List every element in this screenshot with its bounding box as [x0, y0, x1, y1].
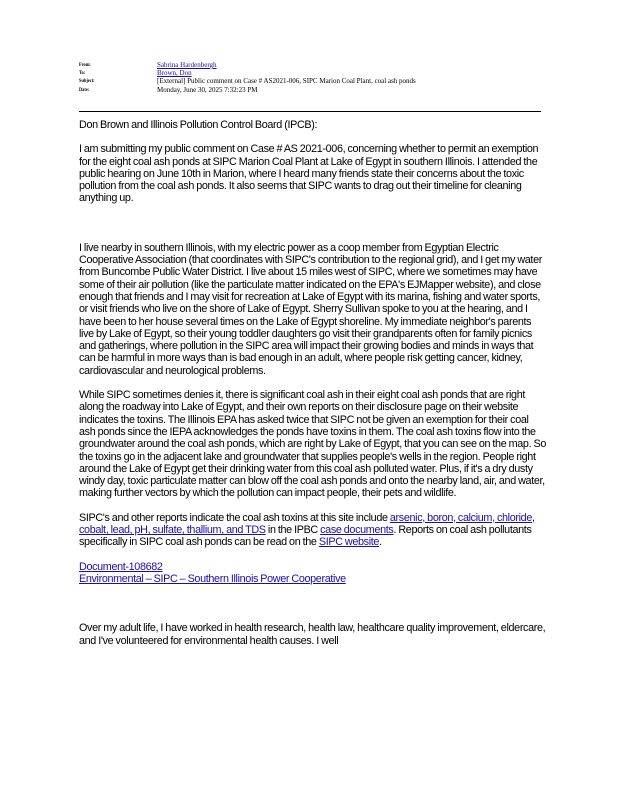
from-label: From: — [79, 62, 91, 68]
to-row — [79, 69, 541, 77]
paragraph-4-text-a: SIPC's and other reports indicate the coal ash toxins at this site include — [79, 511, 390, 524]
paragraph-4-text-c: . Reports on coal ash pollutants specifically in SIPC coal ash ponds can be read on the — [79, 524, 532, 549]
paragraph-3: While SIPC sometimes denies it, there is significant coal ash in their eight coal ash ponds that are right along the roadway into Lake of Egypt, and their own reports on their disclosure page on their website indicates the toxins. The Illinois EPA has asked twice that SIPC not be given an exemption for their coal ash ponds since the IEPA acknowledges the ponds have toxins in them. The coal ash toxins flow into the groundwater around the coal ash ponds, which are right by Lake of Egypt, that you can see on the map. So the toxins go in the adjacent lake and groundwater that supplies people's wells in the region. People right around the Lake of Egypt get their drinking water from this coal ash polluted water. Plus, if it's a dry dusty windy day, toxic particulate matter can blow off the coal ash ponds and onto the nearby land, air, and water, making further vectors by which the pollution can impact people, their pets and wildlife. — [79, 389, 546, 500]
recipient-link[interactable]: Brown, Don — [157, 69, 192, 78]
email-header — [79, 61, 541, 94]
sipc-environmental-link[interactable]: Environmental – SIPC – Southern Illinois Power Cooperative — [79, 572, 346, 585]
sipc-website-link[interactable]: SIPC website — [318, 536, 380, 549]
document-link[interactable]: Document-108682 — [79, 560, 163, 573]
header-divider — [79, 111, 541, 112]
reference-links — [79, 561, 547, 586]
paragraph-1: I am submitting my public comment on Case # AS 2021-006, concerning whether to permit an exemption for the eight coal ash ponds at SIPC Marion Coal Plant at Lake of Egypt in southern Illinois. I attended the public hearing on June 10th in Marion, where I heard many friends state their concerns about the toxic pollution from the coal ash ponds. It also seems that SIPC wants to drag out their timeline for cleaning anything up. — [79, 143, 539, 205]
paragraph-4-text-d: . — [379, 536, 382, 549]
sender-link[interactable]: Sabrina Hardenbergh — [157, 61, 217, 69]
case-documents-link[interactable]: case documents — [320, 524, 394, 537]
subject-row — [79, 77, 541, 85]
paragraph-5: Over my adult life, I have worked in health research, health law, healthcare quality improvement, eldercare, and I've volunteered for environmental health causes. I well — [79, 622, 546, 647]
subject-value: [External] Public comment on Case # AS2021-006, SIPC Marion Coal Plant, coal ash ponds — [157, 77, 416, 86]
paragraph-4 — [79, 512, 547, 549]
date-value: Monday, June 30, 2025 7:32:23 PM — [157, 85, 258, 94]
date-label: Date: — [79, 86, 90, 93]
paragraph-4-text-b: in the IPBC — [265, 524, 321, 537]
to-label: To: — [79, 70, 86, 77]
subject-label: Subject: — [79, 78, 95, 85]
from-row — [79, 61, 541, 69]
email-body — [79, 119, 547, 647]
paragraph-2: I live nearby in southern Illinois, with my electric power as a coop member from Egyptian Electric Cooperative Association (that coordinates with SIPC's contribution to the regional grid), and I get my water from Buncombe Public Water District. I live about 15 miles west of SIPC, where we sometimes may have some of their air pollution (like the particulate matter indicated on the EPA's EJMapper website), and close enough that friends and I may visit for recreation at Lake of Egypt with its marina, fishing and water sports, or visit friends who live on the shore of Lake of Egypt. Sherry Sullivan spoke to you at the hearing, and I have been to her house several times on the Lake of Egypt shoreline. My immediate neighbor's parents live by Lake of Egypt, so their young toddler daughters go visit their grandparents often for family picnics and gatherings, where pollution in the SIPC area will impact their growing bodies and minds in ways that can be harmful in more ways than is bad enough in an adult, where people risk getting cancer, kidney, cardiovascular and neurological problems. — [79, 241, 542, 377]
salutation: Don Brown and Illinois Pollution Control Board (IPCB): — [79, 119, 318, 131]
toxins-list-link[interactable]: arsenic, boron, calcium, chloride, cobalt, lead, pH, sulfate, thallium, and TDS — [79, 511, 535, 537]
date-row — [79, 86, 541, 94]
